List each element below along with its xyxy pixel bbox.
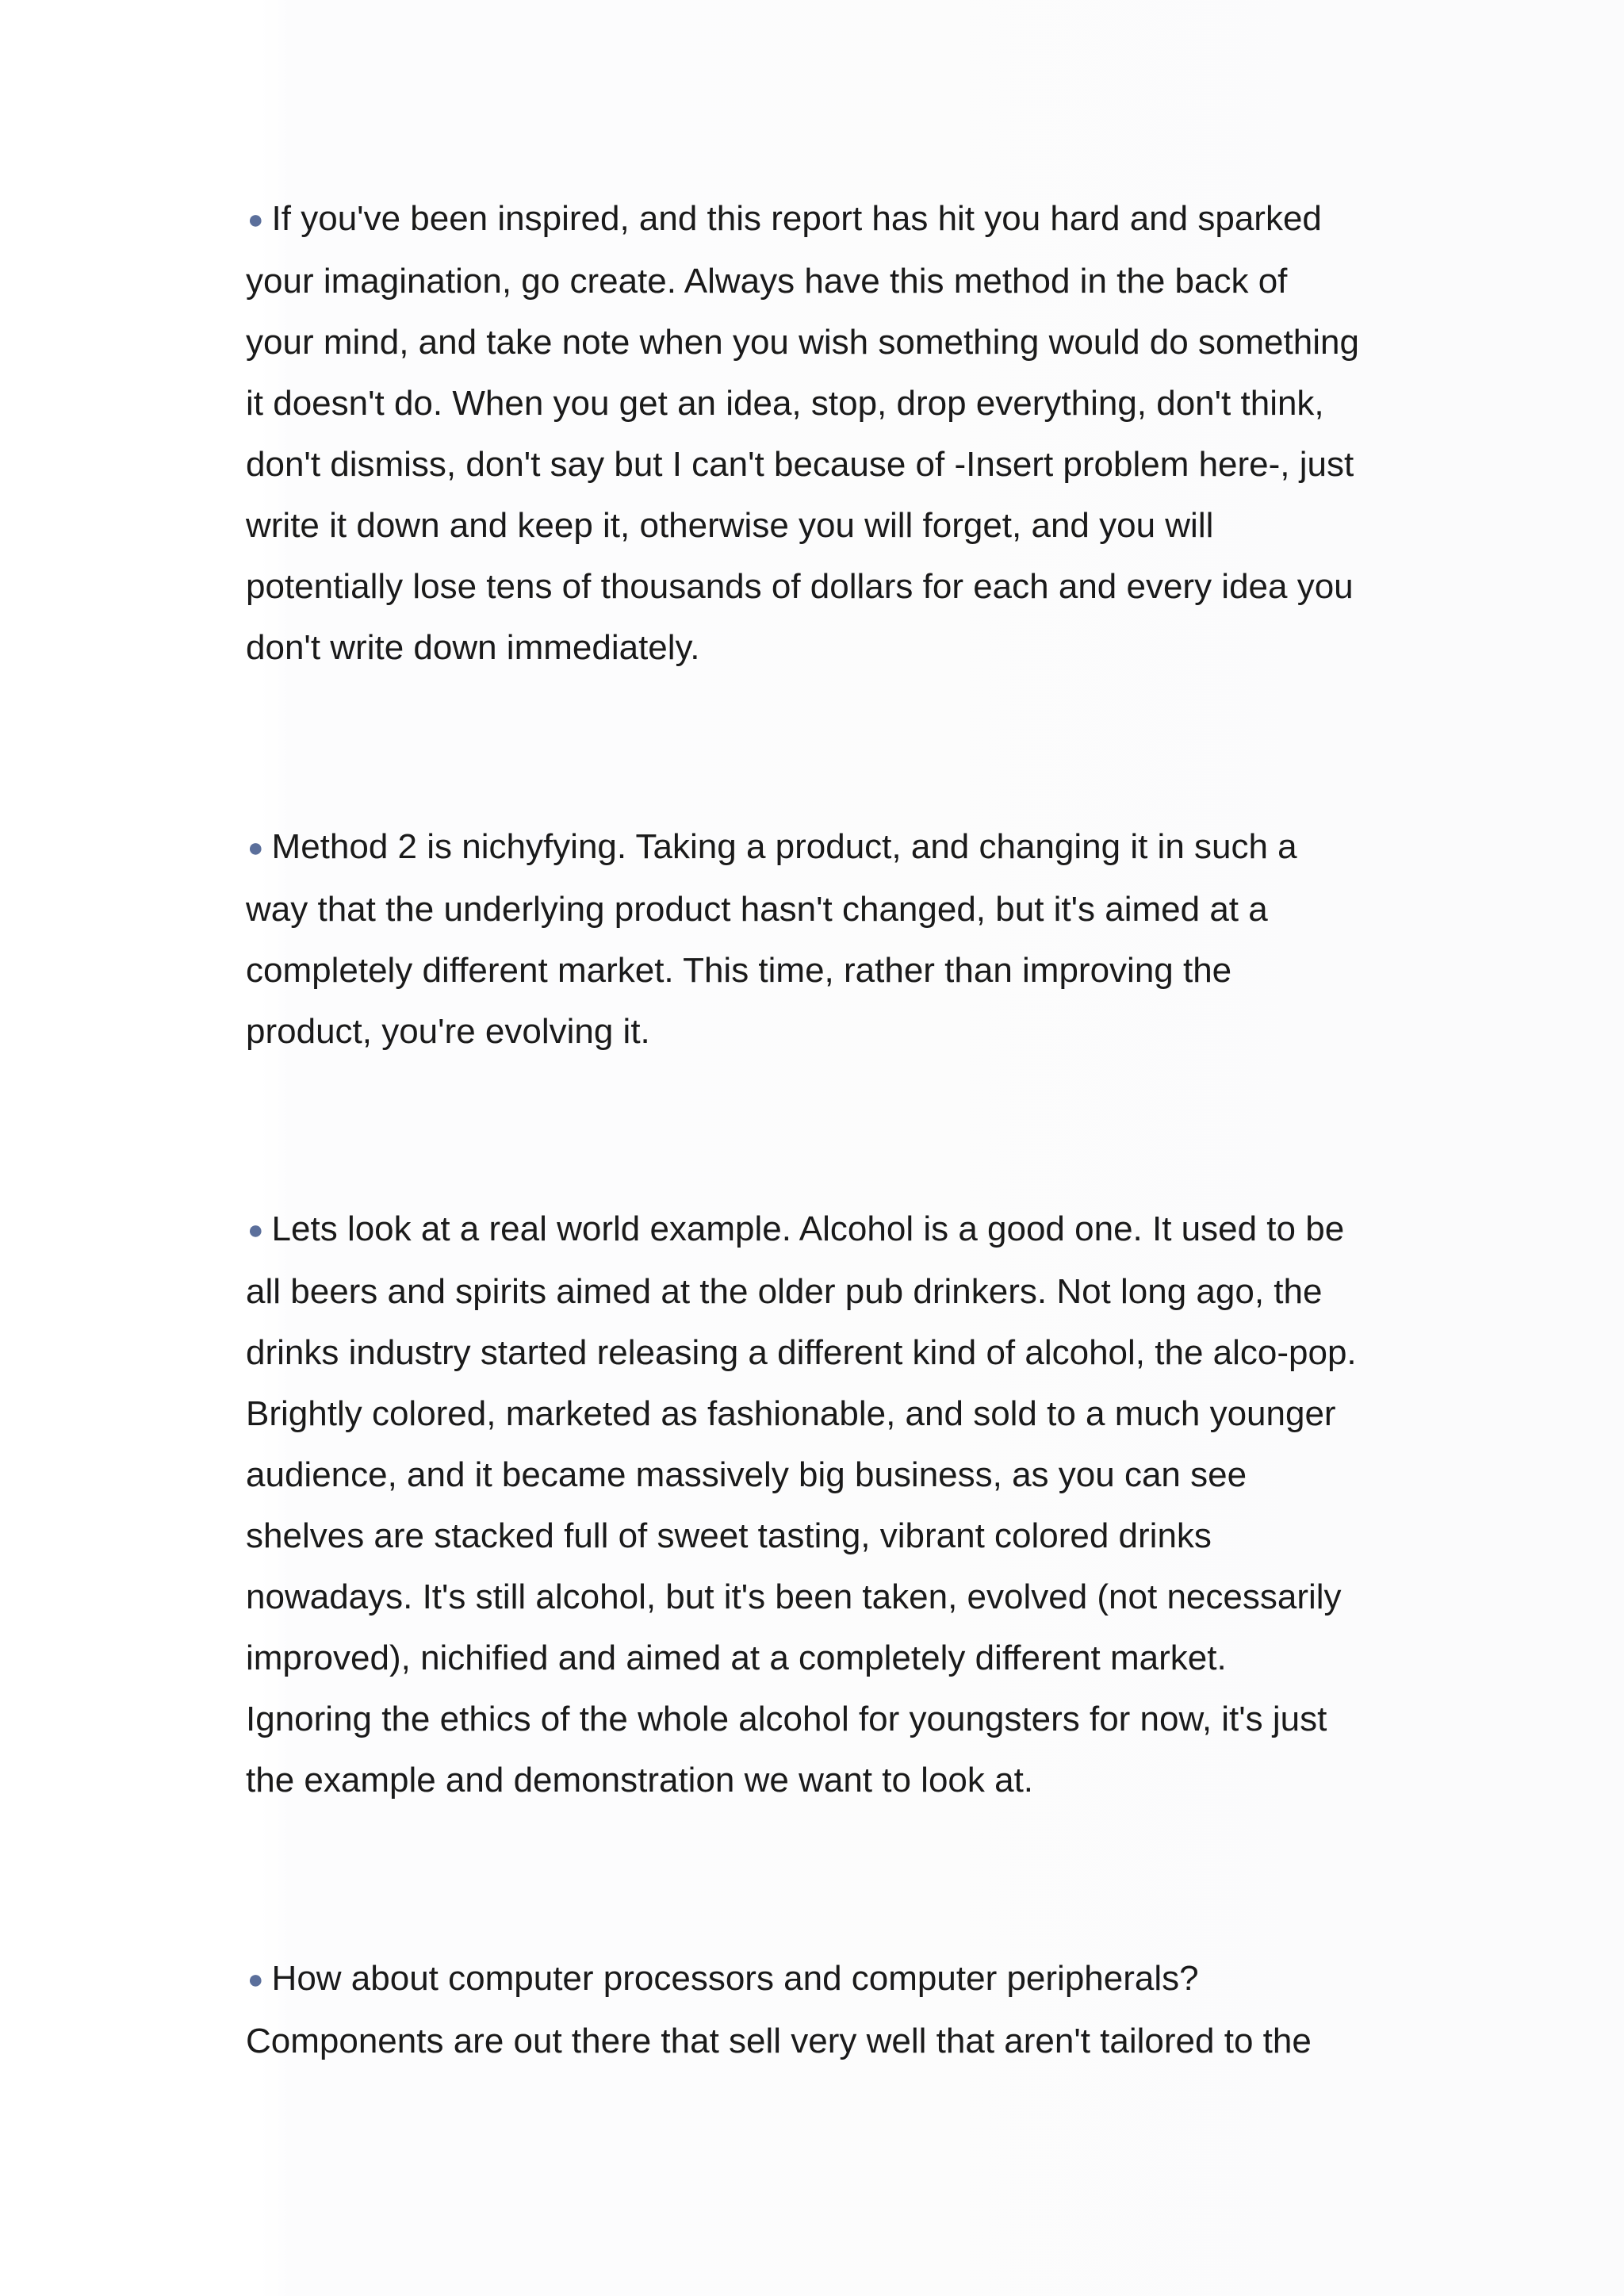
paragraph-line: potentially lose tens of thousands of dollars for each and every idea you [246,567,1354,606]
paragraph-line: product, you're evolving it. [246,1012,650,1051]
bullet-icon: ● [247,1215,264,1245]
paragraph-line: ● How about computer processors and computer peripherals? [246,1948,1396,2010]
paragraph-line: Brightly colored, marketed as fashionable, and sold to a much younger [246,1394,1336,1433]
paragraph-line: nowadays. It's still alcohol, but it's been taken, evolved (not necessarily [246,1577,1342,1616]
paragraph-line: shelves are stacked full of sweet tasting, vibrant colored drinks [246,1516,1212,1555]
paragraph-line: the example and demonstration we want to look at. [246,1761,1034,1800]
bullet-paragraph-alcohol-example [246,1198,1396,1811]
paragraph-line: Ignoring the ethics of the whole alcohol for youngsters for now, it's just [246,1700,1327,1738]
paragraph-line: ● Lets look at a real world example. Alcohol is a good one. It used to be [246,1198,1396,1261]
paragraph-line: way that the underlying product hasn't changed, but it's aimed at a [246,890,1268,929]
paragraph-line: don't write down immediately. [246,628,700,667]
paragraph-line: all beers and spirits aimed at the older pub drinkers. Not long ago, the [246,1272,1323,1311]
paragraph-line: ● If you've been inspired, and this report has hit you hard and sparked [246,188,1396,251]
paragraph-line: don't dismiss, don't say but I can't because of -Insert problem here-, just [246,445,1354,484]
paragraph-line: improved), nichified and aimed at a completely different market. [246,1639,1227,1677]
paragraph-line: audience, and it became massively big business, as you can see [246,1455,1247,1494]
bullet-icon: ● [247,205,264,235]
paragraph-line: Components are out there that sell very well that aren't tailored to the [246,2022,1312,2060]
paragraph-line: your imagination, go create. Always have this method in the back of [246,262,1288,301]
paragraph-line: it doesn't do. When you get an idea, stop, drop everything, don't think, [246,384,1324,423]
paragraph-line: completely different market. This time, rather than improving the [246,951,1232,990]
paragraph-line: drinks industry started releasing a different kind of alcohol, the alco-pop. [246,1333,1357,1372]
bullet-icon: ● [247,833,264,863]
paragraph-line: ● Method 2 is nichyfying. Taking a product, and changing it in such a [246,816,1396,879]
bullet-icon: ● [247,1964,264,1995]
bullet-paragraph-method-2 [246,816,1396,1062]
bullet-paragraph-computer-components [246,1948,1396,2072]
paragraph-line: write it down and keep it, otherwise you will forget, and you will [246,506,1214,545]
bullet-paragraph-inspiration [246,188,1396,678]
paragraph-line: your mind, and take note when you wish something would do something [246,323,1359,362]
